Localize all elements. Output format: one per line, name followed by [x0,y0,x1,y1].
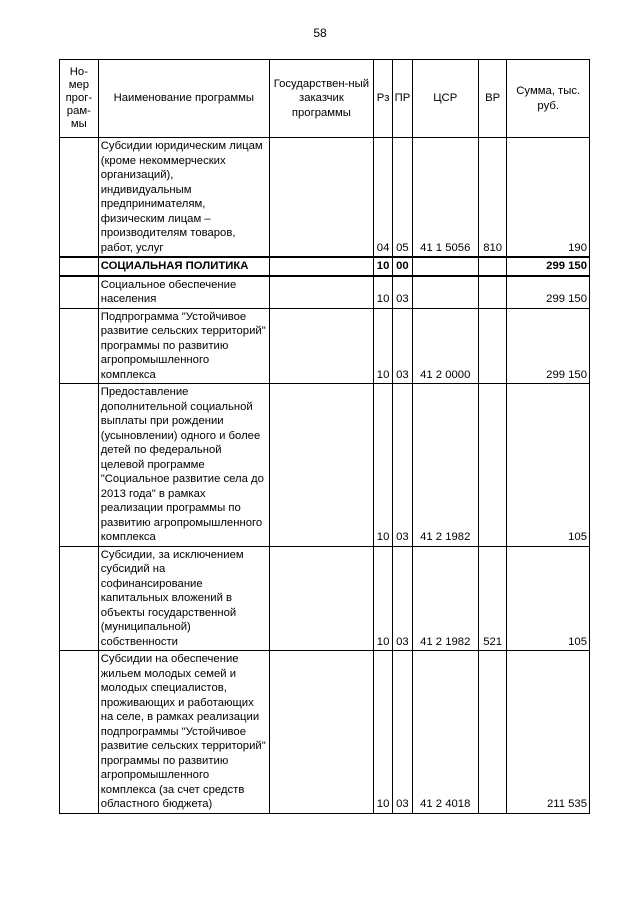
row-pr: 05 [393,138,412,258]
header-name [98,60,269,138]
row-name: Подпрограмма "Устойчивое развитие сельских территорий" программы по развитию агропромышленного комплекса [98,308,269,384]
header-num-label: Но-мер прог-рам-мы [65,66,93,130]
table-row [60,276,590,309]
row-pr: 03 [393,276,412,309]
row-name: Предоставление дополнительной социальной выплаты при рождении (усыновлении) одного и более детей по федеральной целевой программе "Социальное развитие села до 2013 года" в рамках реализации программы по развитию агропромышленного комплекса [98,384,269,547]
row-pr: 03 [393,651,412,814]
row-pr: 00 [393,257,412,276]
row-name: Субсидии, за исключением субсидий на софинансирование капитальных вложений в объекты государственной (муниципальной) собственности [98,546,269,651]
row-csr [412,257,478,276]
row-sum: 299 150 [507,257,590,276]
table-row [60,384,590,547]
row-name: Субсидии юридическим лицам (кроме некоммерческих организаций), индивидуальным предпринимателям, физическим лицам – производителям товаров, работ, услуг [98,138,269,258]
row-customer [269,546,373,651]
row-sum: 105 [507,384,590,547]
row-num [60,257,99,276]
row-customer [269,384,373,547]
row-sum: 190 [507,138,590,258]
header-csr [412,60,478,138]
header-csr-label: ЦСР [433,92,458,105]
row-rz: 10 [373,257,392,276]
row-csr [412,276,478,309]
row-vr [478,308,507,384]
table-row-section [60,257,590,276]
row-rz: 10 [373,276,392,309]
row-name: Социальное обеспечение населения [98,276,269,309]
row-num [60,308,99,384]
row-name: СОЦИАЛЬНАЯ ПОЛИТИКА [98,257,269,276]
header-pr [393,60,412,138]
row-num [60,384,99,547]
row-sum: 211 535 [507,651,590,814]
row-vr [478,276,507,309]
table-row [60,138,590,258]
row-customer [269,276,373,309]
header-rz [373,60,392,138]
row-vr [478,384,507,547]
header-rz-label: Рз [376,92,390,105]
header-sum [507,60,590,138]
header-vr [478,60,507,138]
row-rz: 10 [373,546,392,651]
row-customer [269,651,373,814]
row-vr [478,257,507,276]
row-pr: 03 [393,308,412,384]
page-number: 58 [313,26,327,40]
row-vr: 521 [478,546,507,651]
table-row [60,546,590,651]
row-customer [269,257,373,276]
row-num [60,276,99,309]
table-row [60,651,590,814]
header-pr-label: ПР [394,92,411,105]
header-sum-label: Сумма, тыс. руб. [516,85,581,112]
table-header-row [60,60,590,138]
row-csr: 41 1 5056 [412,138,478,258]
row-num [60,138,99,258]
table-row [60,308,590,384]
row-csr: 41 2 1982 [412,546,478,651]
header-customer [269,60,373,138]
header-num [60,60,99,138]
row-vr: 810 [478,138,507,258]
header-vr-label: ВР [485,92,501,105]
row-num [60,546,99,651]
row-sum: 299 150 [507,308,590,384]
row-num [60,651,99,814]
row-pr: 03 [393,384,412,547]
row-customer [269,308,373,384]
row-rz: 10 [373,308,392,384]
row-csr: 41 2 1982 [412,384,478,547]
header-name-label: Наименование программы [113,92,255,105]
row-rz: 10 [373,384,392,547]
row-csr: 41 2 0000 [412,308,478,384]
row-rz: 10 [373,651,392,814]
row-sum: 299 150 [507,276,590,309]
row-name: Субсидии на обеспечение жильем молодых семей и молодых специалистов, проживающих и работающих на селе, в рамках реализации подпрограммы "Устойчивое развитие сельских территорий" программы по развитию агропромышленного комплекса (за счет средств областного бюджета) [98,651,269,814]
budget-table [59,59,590,814]
row-rz: 04 [373,138,392,258]
row-vr [478,651,507,814]
row-csr: 41 2 4018 [412,651,478,814]
row-customer [269,138,373,258]
row-pr: 03 [393,546,412,651]
row-sum: 105 [507,546,590,651]
header-customer-label: Государствен-ный заказчик программы [273,77,370,119]
